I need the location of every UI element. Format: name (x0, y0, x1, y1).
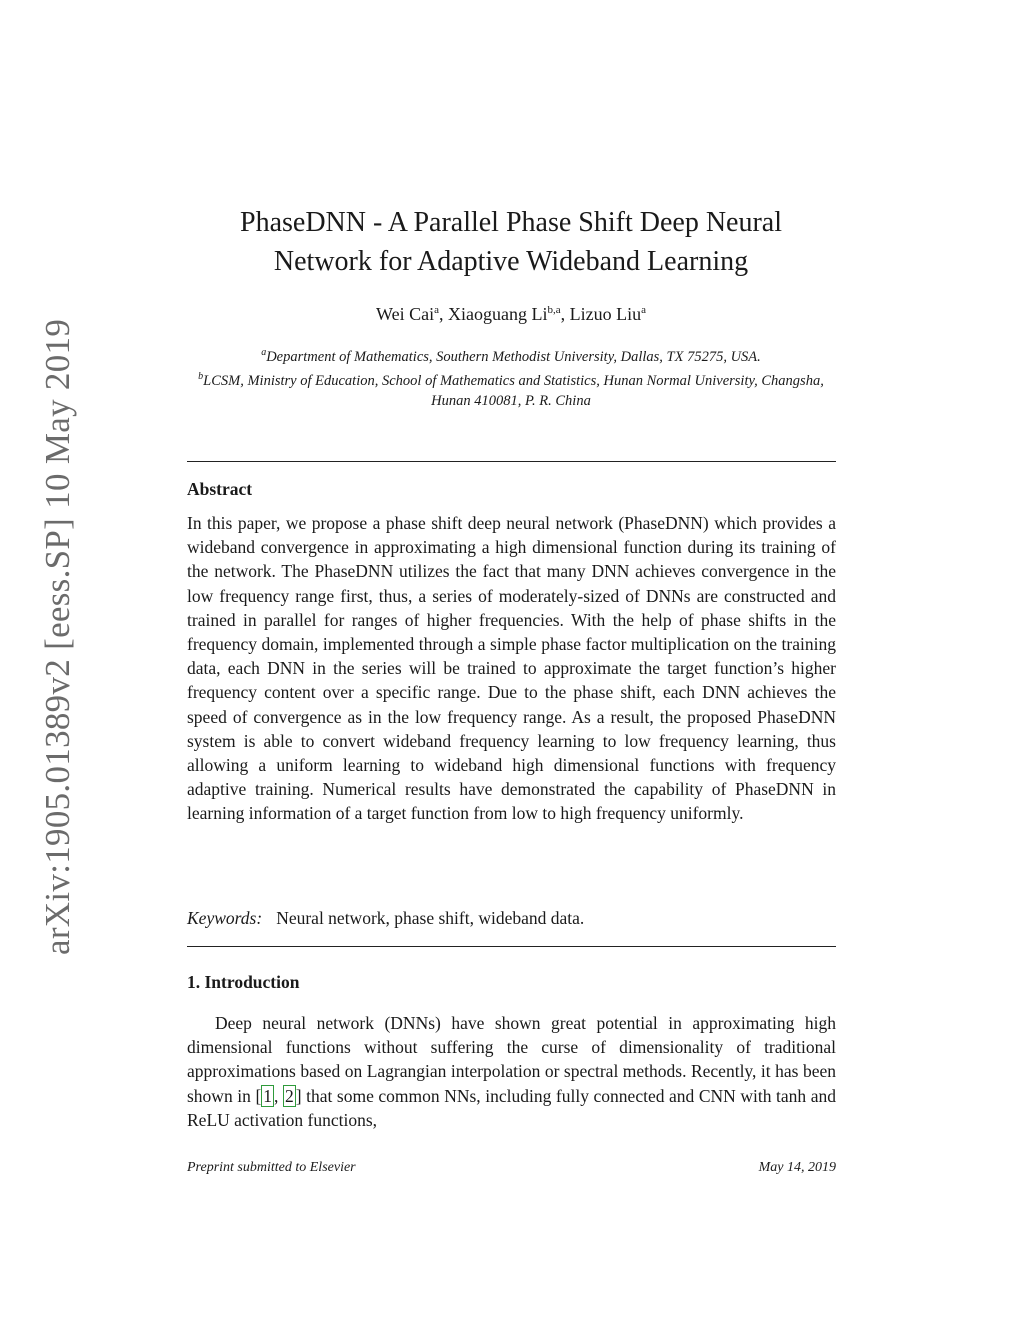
title-line-1: PhaseDNN - A Parallel Phase Shift Deep Neural (240, 207, 782, 238)
citation-link-2[interactable]: 2 (284, 1085, 294, 1106)
introduction-paragraph: Deep neural network (DNNs) have shown great potential in approximating high dimensional functions without suffering the curse of dimensionality of traditional approximations based on Lagrangian interpolation or spectral methods. Recently, it has been shown in [ 1 , 2 ] that some common NNs, including fully connected and CNN with tanh and ReLU activation functions, (187, 1013, 837, 1130)
title-line-2: Network for Adaptive Wideband Learning (273, 246, 749, 277)
keywords (187, 908, 836, 929)
affiliation-a: $^a$Department of Mathematics, Southern Methodist University, Dallas, TX 75275, USA. (261, 347, 761, 365)
author-name: Lizuo Liu (569, 304, 642, 324)
author-affil-mark: a (434, 304, 439, 316)
keywords-label: Keywords: (187, 908, 263, 928)
abstract-heading: Abstract (187, 479, 253, 499)
affiliation-b: $^b$LCSM, Ministry of Education, School of Mathematics and Statistics, Hunan Normal University, Changsha, Hunan 410081, P. R. China (198, 370, 824, 409)
citation-link-1[interactable]: 1 (263, 1085, 273, 1106)
author-name: Xiaoguang Li (447, 304, 548, 324)
intro-text-before: Deep neural network (DNNs) have shown great potential in approximating high dimensional functions without suffering the curse of dimensionality of traditional approximations based on Lagrangian interpolation or spectral methods. Recently, it has been shown in (187, 1013, 836, 1106)
keywords-text: Neural network, phase shift, wideband data. (276, 908, 585, 928)
footer-date: May 14, 2019 (758, 1160, 836, 1175)
intro-text-after: that some common NNs, including fully connected and CNN with tanh and ReLU activation functions, (187, 1085, 837, 1130)
author-affil-mark: b,a (547, 304, 561, 316)
abstract-bottom-rule (187, 946, 836, 947)
footer-preprint-note: Preprint submitted to Elsevier (187, 1160, 356, 1175)
author-list: Wei Cai$^a$, Xiaoguang Li$^{b,a}$, Lizuo Liu$^a$ (376, 304, 646, 324)
arxiv-stamp-text: arXiv:1905.01389v2 [eess.SP] 10 May 2019 (38, 318, 77, 955)
abstract-top-rule (187, 461, 836, 462)
abstract-text: In this paper, we propose a phase shift deep neural network (PhaseDNN) which provides a wideband convergence in approximating a high dimensional function during its training of the network. The PhaseDNN utilizes the fact that many DNN achieves convergence in the low frequency range first, thus, a series of moderately-sized of DNNs are constructed and trained in parallel for ranges of higher frequencies. With the help of phase shifts in the frequency domain, implemented through a simple phase factor multiplication on the training data, each DNN in the series will be trained to approximate the target function’s higher frequency content over a specific range. Due to the phase shift, each DNN achieves the speed of convergence as in the low frequency range. As a result, the proposed PhaseDNN system is able to convert wideband frequency learning to low frequency learning, thus allowing a uniform learning to wideband high dimensional functions with frequency adaptive training. Numerical results have demonstrated the capability of PhaseDNN in learning information of a target function from low to high frequency uniformly. (187, 513, 836, 824)
affiliations (180, 343, 842, 411)
paper-title (180, 203, 842, 281)
author-name: Wei Cai (376, 304, 435, 324)
section-heading-introduction: 1. Introduction (187, 972, 300, 992)
author-affil-mark: a (641, 304, 646, 316)
